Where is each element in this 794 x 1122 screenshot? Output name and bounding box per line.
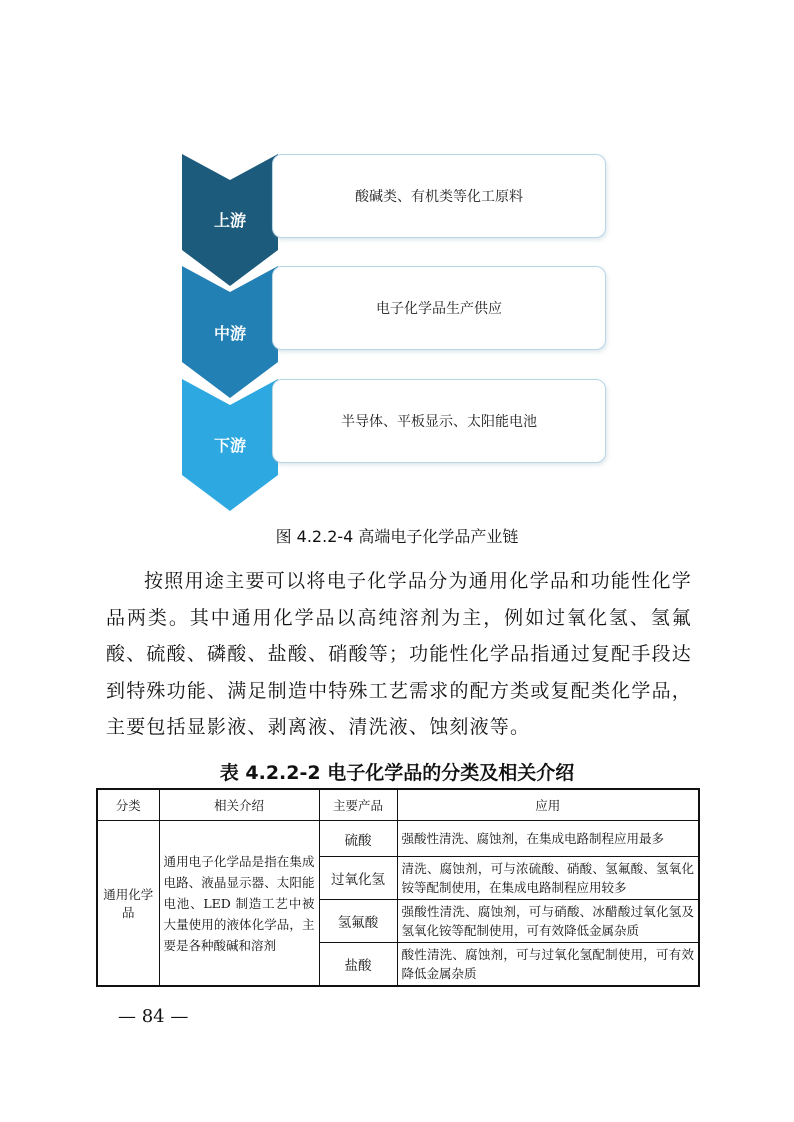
table-title: 表 4.2.2-2 电子化学品的分类及相关介绍: [219, 762, 575, 784]
downstream-label: 下游: [213, 436, 246, 455]
product-cell: 硫酸: [319, 821, 397, 857]
body-paragraph: 按照用途主要可以将电子化学品分为通用化学品和功能性化学品两类。其中通用化学品以高纯溶剂为主，例如过氧化氢、氢氟酸、硫酸、磷酸、盐酸、硝酸等；功能性化学品指通过复配手段达到特殊功能、满足制造中特殊工艺需求的配方类或复配类化学品，主要包括显影液、剥离液、清洗液、蚀刻液等。: [106, 570, 692, 738]
midstream-label: 中游: [213, 324, 246, 343]
product-cell: 氢氟酸: [319, 900, 397, 943]
midstream-text: 电子化学品生产供应: [376, 301, 502, 317]
midstream-box: [272, 266, 606, 350]
application-cell: 强酸性清洗、腐蚀剂，在集成电路制程应用最多: [397, 821, 699, 857]
header-application: 应用: [397, 789, 699, 821]
application-cell: 酸性清洗、腐蚀剂，可与过氧化氢配制使用，可有效降低金属杂质: [397, 943, 699, 987]
page-number: — 84 —: [118, 1006, 189, 1027]
header-product: 主要产品: [319, 789, 397, 821]
figure-caption: 图 4.2.2-4 高端电子化学品产业链: [275, 527, 519, 546]
application-cell: 强酸性清洗、腐蚀剂，可与硝酸、冰醋酸过氧化氢及氢氧化铵等配制使用，可有效降低金属杂质: [397, 900, 699, 943]
industry-chain-diagram: [0, 0, 794, 520]
upstream-box: [272, 154, 606, 238]
upstream-text: 酸碱类、有机类等化工原料: [355, 189, 523, 205]
header-category: 分类: [97, 789, 159, 821]
application-cell: 清洗、腐蚀剂，可与浓硫酸、硝酸、氢氟酸、氢氧化铵等配制使用，在集成电路制程应用较多: [397, 857, 699, 900]
category-cell: [97, 821, 159, 987]
category-text: 通用化学品: [103, 887, 154, 920]
classification-table: [96, 788, 700, 987]
header-intro: 相关介绍: [159, 789, 319, 821]
product-cell: 过氧化氢: [319, 857, 397, 900]
upstream-label: 上游: [213, 211, 246, 230]
table-row: [97, 821, 699, 857]
table-header-row: [97, 789, 699, 821]
downstream-box: [272, 379, 606, 463]
intro-cell: 通用电子化学品是指在集成电路、液晶显示器、太阳能电池、LED 制造工艺中被大量使用的液体化学品，主要是各种酸碱和溶剂: [159, 821, 319, 987]
downstream-text: 半导体、平板显示、太阳能电池: [341, 414, 537, 430]
product-cell: 盐酸: [319, 943, 397, 987]
